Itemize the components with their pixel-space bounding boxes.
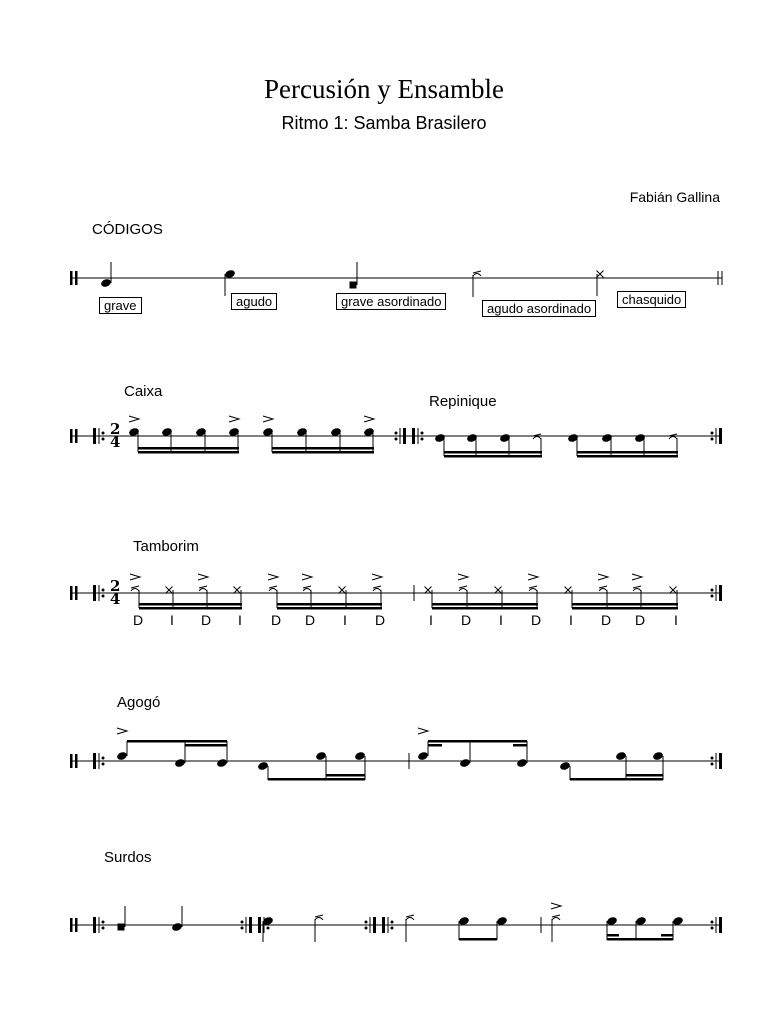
repeat-dot [102, 595, 105, 598]
repeat-dot [421, 432, 424, 435]
beam [428, 744, 442, 747]
beam [138, 451, 239, 454]
muted-notehead [459, 586, 467, 588]
muted-notehead [473, 274, 481, 277]
repeat-start [258, 917, 261, 933]
repeat-dot [241, 927, 244, 930]
accent-mark [263, 416, 273, 422]
notehead [171, 922, 183, 932]
muted-notehead [552, 918, 560, 921]
beam [444, 451, 542, 454]
muted-notehead [315, 915, 323, 917]
repeat-end [719, 585, 722, 601]
muted-notehead [303, 586, 311, 588]
tamborim-hand-letter: D [530, 612, 542, 628]
beam [272, 451, 374, 454]
repeat-dot [267, 927, 270, 930]
repeat-dot [711, 438, 714, 441]
muted-notehead [315, 918, 323, 921]
legend-label-chasquido: chasquido [617, 291, 686, 308]
accent-mark [302, 574, 312, 580]
repeat-end [719, 917, 722, 933]
beam [432, 603, 538, 606]
tamborim-hand-letter: I [569, 612, 573, 628]
repeat-end [249, 917, 252, 933]
tamborim-hand-letter: D [304, 612, 316, 628]
accent-mark [528, 574, 538, 580]
time-signature-bottom: 4 [110, 433, 121, 451]
notehead [559, 761, 571, 771]
page-subtitle: Ritmo 1: Samba Brasilero [281, 113, 487, 133]
legend-label-agudo: agudo [231, 293, 277, 310]
time-signature-top: 2 [110, 420, 121, 438]
repeat-dot [711, 757, 714, 760]
repeat-dot [711, 763, 714, 766]
muted-notehead [131, 586, 139, 588]
muted-notehead [373, 586, 381, 588]
repeat-dot [102, 589, 105, 592]
tamborim-hand-letter: D [200, 612, 212, 628]
repeat-dot [391, 921, 394, 924]
muted-notehead [199, 586, 207, 588]
beam [428, 740, 527, 743]
repeat-dot [395, 432, 398, 435]
tamborim-hand-letter: D [270, 612, 282, 628]
accent-mark [129, 416, 139, 422]
muted-notehead [131, 589, 139, 592]
repeat-dot [395, 438, 398, 441]
repeat-dot [711, 927, 714, 930]
repeat-dot [102, 927, 105, 930]
beam [607, 938, 673, 941]
legend-label-agudo-asordinado: agudo asordinado [482, 300, 596, 317]
muted-notehead [529, 586, 537, 588]
start-bar [75, 586, 78, 600]
muted-notehead [459, 589, 467, 592]
staff-label-tamborim: Tamborim [133, 538, 199, 555]
accent-mark [130, 574, 140, 580]
tamborim-hand-letter: D [460, 612, 472, 628]
notehead [459, 758, 471, 768]
repeat-dot [102, 438, 105, 441]
tamborim-hand-letter: I [499, 612, 503, 628]
accent-mark [117, 728, 127, 734]
muted-notehead [373, 589, 381, 592]
legend-label-grave-asordinado: grave asordinado [336, 293, 446, 310]
time-signature-top-tamborim: 2 [110, 577, 121, 595]
beam [459, 938, 497, 941]
start-bar [70, 429, 73, 443]
repeat-dot [711, 432, 714, 435]
repeat-dot [421, 438, 424, 441]
accent-mark [632, 574, 642, 580]
start-bar [70, 271, 73, 285]
repeat-dot [102, 763, 105, 766]
tamborim-hand-letter: D [132, 612, 144, 628]
notehead [257, 761, 269, 771]
accent-mark [364, 416, 374, 422]
legend-heading: CÓDIGOS [92, 221, 163, 238]
muted-notehead [269, 589, 277, 592]
accent-mark [551, 903, 561, 909]
beam [572, 607, 678, 610]
beam [577, 451, 678, 454]
accent-mark [229, 416, 239, 422]
muted-notehead [406, 915, 414, 917]
square-notehead [350, 282, 357, 289]
tamborim-hand-letter: I [343, 612, 347, 628]
square-notehead [118, 924, 125, 931]
notehead [615, 751, 627, 761]
notehead [354, 751, 366, 761]
staff-label-surdos: Surdos [104, 849, 152, 866]
muted-notehead [533, 437, 541, 440]
notehead [100, 278, 112, 288]
tamborim-hand-letter: D [374, 612, 386, 628]
beam [185, 744, 227, 747]
beam [139, 603, 242, 606]
beam [277, 603, 382, 606]
notehead [116, 751, 128, 761]
repeat-dot [102, 432, 105, 435]
muted-notehead [473, 271, 481, 273]
notehead [652, 751, 664, 761]
beam [513, 744, 527, 747]
tamborim-hand-letter: I [170, 612, 174, 628]
accent-mark [458, 574, 468, 580]
accent-mark [372, 574, 382, 580]
muted-notehead [669, 437, 677, 440]
tamborim-hand-letter: I [238, 612, 242, 628]
muted-notehead [529, 589, 537, 592]
beam [577, 455, 678, 458]
beam [432, 607, 538, 610]
repeat-end [373, 917, 376, 933]
staff-label-repinique: Repinique [429, 393, 497, 410]
composer-name: Fabián Gallina [629, 189, 720, 205]
staff-label-caixa: Caixa [124, 383, 163, 400]
beam [661, 934, 673, 937]
repeat-start [93, 917, 96, 933]
start-bar [70, 586, 73, 600]
page-title: Percusión y Ensamble [264, 74, 504, 104]
accent-mark [598, 574, 608, 580]
tamborim-hand-letter: D [600, 612, 612, 628]
repeat-dot [102, 757, 105, 760]
tamborim-hand-letter: I [674, 612, 678, 628]
beam [138, 447, 239, 450]
repeat-end [719, 428, 722, 444]
repeat-dot [365, 927, 368, 930]
start-bar [75, 429, 78, 443]
accent-mark [198, 574, 208, 580]
repeat-start [412, 428, 415, 444]
repeat-end [403, 428, 406, 444]
muted-notehead [599, 589, 607, 592]
beam [326, 774, 365, 777]
tamborim-hand-letter: I [429, 612, 433, 628]
repeat-dot [711, 595, 714, 598]
muted-notehead [633, 589, 641, 592]
repeat-dot [711, 921, 714, 924]
repeat-start [382, 917, 385, 933]
start-bar [75, 271, 78, 285]
beam [277, 607, 382, 610]
accent-mark [418, 728, 428, 734]
repeat-start [93, 428, 96, 444]
start-bar [75, 918, 78, 932]
start-bar [70, 918, 73, 932]
repeat-dot [391, 927, 394, 930]
muted-notehead [303, 589, 311, 592]
muted-notehead [552, 915, 560, 917]
muted-notehead [199, 589, 207, 592]
accent-mark [268, 574, 278, 580]
start-bar [75, 754, 78, 768]
beam [127, 740, 227, 743]
repeat-dot [365, 921, 368, 924]
muted-notehead [406, 918, 414, 921]
beam [139, 607, 242, 610]
beam [607, 934, 619, 937]
beam [626, 774, 663, 777]
beam [272, 447, 374, 450]
repeat-dot [102, 921, 105, 924]
repeat-dot [711, 589, 714, 592]
muted-notehead [599, 586, 607, 588]
repeat-start [93, 753, 96, 769]
muted-notehead [269, 586, 277, 588]
repeat-start [93, 585, 96, 601]
notehead [216, 758, 228, 768]
tamborim-hand-letter: D [634, 612, 646, 628]
staff-label-agogo: Agogó [117, 694, 161, 711]
beam [268, 778, 365, 781]
beam [444, 455, 542, 458]
start-bar [70, 754, 73, 768]
time-signature-bottom-tamborim: 4 [110, 590, 121, 608]
notehead [174, 758, 186, 768]
notehead [315, 751, 327, 761]
beam [570, 778, 663, 781]
muted-notehead [633, 586, 641, 588]
notehead [516, 758, 528, 768]
legend-label-grave: grave [99, 297, 142, 314]
repeat-end [719, 753, 722, 769]
notehead [417, 751, 429, 761]
repeat-dot [241, 921, 244, 924]
beam [572, 603, 678, 606]
